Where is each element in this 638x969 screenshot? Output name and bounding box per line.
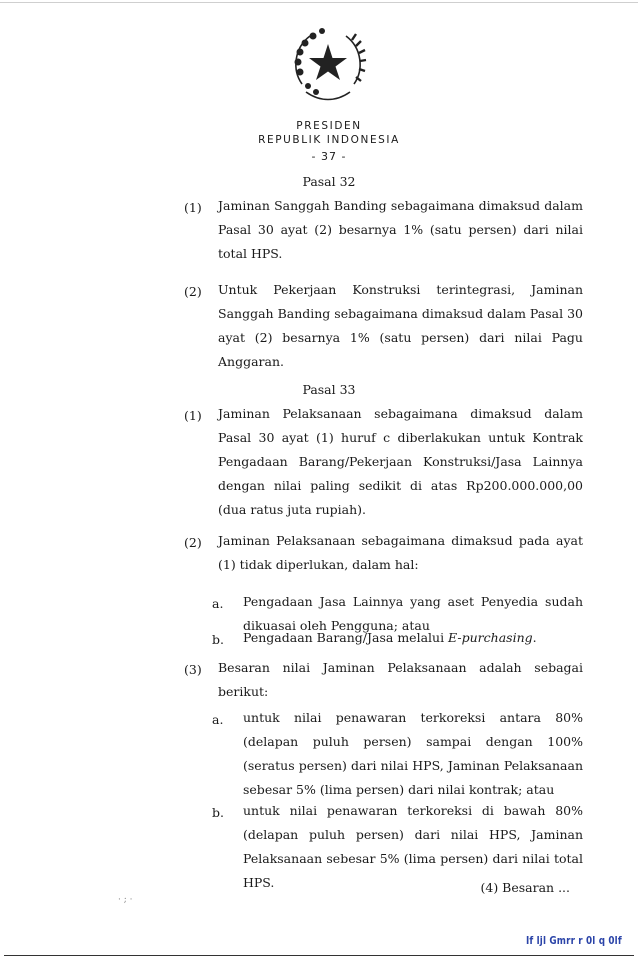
pasal-33-item-3-text: Besaran nilai Jaminan Pelaksanaan adalah sebagai berikut: bbox=[218, 660, 583, 699]
pasal-33-item-2-sub-a-letter: a. bbox=[212, 596, 224, 611]
pasal-32-item-1-text: Jaminan Sanggah Banding sebagaimana dimaksud dalam Pasal 30 ayat (2) besarnya 1% (satu persen) dari nilai total HPS. bbox=[218, 198, 583, 261]
header-republic: REPUBLIK INDONESIA bbox=[258, 134, 400, 146]
page-number: - 37 - bbox=[311, 150, 347, 163]
next-page-reference: (4) Besaran ... bbox=[480, 880, 570, 895]
pasal-33-item-2-sub-b-letter: b. bbox=[212, 632, 224, 647]
pasal-33-item-1-text: Jaminan Pelaksanaan sebagaimana dimaksud dalam Pasal 30 ayat (1) huruf c diberlakukan untuk Kontrak Pengadaan Barang/Pekerjaan Konstruksi/Jasa Lainnya dengan nilai paling sedikit di atas Rp200.000.000,00 (dua ratus juta rupiah). bbox=[218, 406, 583, 517]
pasal-32-title: Pasal 32 bbox=[302, 174, 356, 189]
sub-b-prefix: Pengadaan Barang/Jasa melalui bbox=[243, 630, 449, 645]
pasal-33-item-3-sub-a-text: untuk nilai penawaran terkoreksi antara 80% (delapan puluh persen) sampai dengan 100% (seratus persen) dari nilai HPS, Jaminan Pelaksanaan sebesar 5% (lima persen) dari nilai kontrak; atau bbox=[243, 710, 583, 797]
pasal-33-item-3-sub-a-letter: a. bbox=[212, 712, 224, 727]
header-president: PRESIDEN bbox=[296, 120, 362, 132]
sub-b-italic-term: E-purchasing bbox=[448, 630, 533, 645]
pasal-32-item-1-number: (1) bbox=[184, 200, 202, 215]
pasal-32-item-2-number: (2) bbox=[184, 284, 202, 299]
pasal-33-item-1-number: (1) bbox=[184, 408, 202, 423]
pasal-33-item-3-sub-b-letter: b. bbox=[212, 805, 224, 820]
pasal-32-item-2-text: Untuk Pekerjaan Konstruksi terintegrasi, Jaminan Sanggah Banding sebagaimana dimaksud dalam Pasal 30 ayat (2) besarnya 1% (satu persen) dari nilai Pagu Anggaran. bbox=[218, 282, 583, 369]
footer-code: If ljl Gmrr r 0l q 0lf bbox=[526, 934, 622, 947]
pasal-33-item-2-sub-b-text bbox=[243, 626, 583, 650]
pasal-33-item-2-sub-a-text: Pengadaan Jasa Lainnya yang aset Penyedia sudah dikuasai oleh Pengguna; atau bbox=[243, 594, 583, 633]
footer-line bbox=[4, 955, 634, 956]
pasal-33-item-3-number: (3) bbox=[184, 662, 202, 677]
pasal-33-title: Pasal 33 bbox=[302, 382, 356, 397]
pasal-33-item-2-number: (2) bbox=[184, 535, 202, 550]
top-edge-line bbox=[0, 2, 638, 3]
garuda-star-emblem-icon bbox=[286, 22, 370, 106]
pasal-33-item-3-sub-b-text: untuk nilai penawaran terkoreksi di bawah 80% (delapan puluh persen) dari nilai HPS, Jaminan Pelaksanaan sebesar 5% (lima persen) dari nilai total HPS. bbox=[243, 803, 583, 890]
pasal-33-item-2-text: Jaminan Pelaksanaan sebagaimana dimaksud pada ayat (1) tidak diperlukan, dalam hal: bbox=[218, 533, 583, 572]
sub-b-suffix: . bbox=[532, 630, 537, 645]
scan-specks: · ; · bbox=[118, 895, 133, 905]
